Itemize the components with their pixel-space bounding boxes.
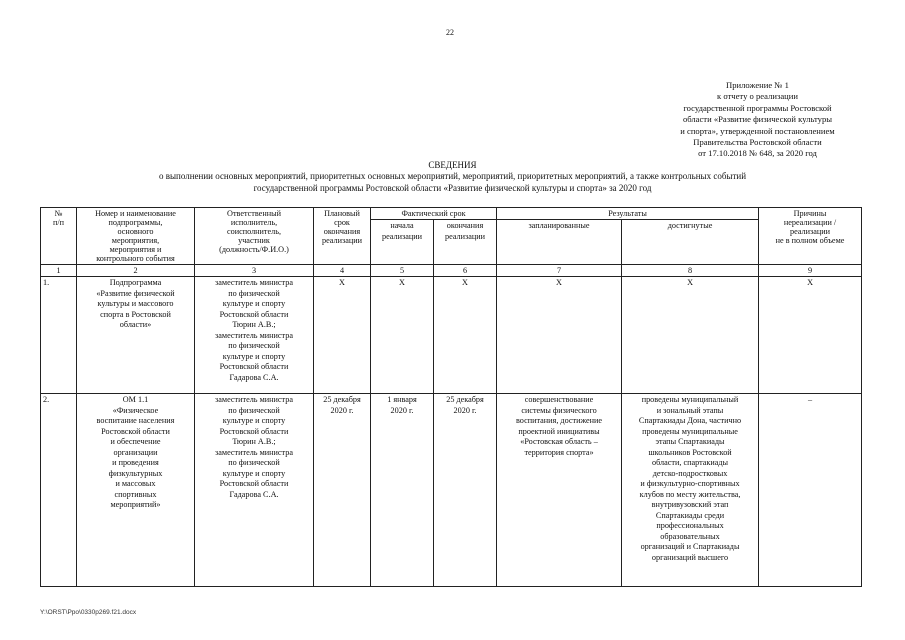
column-index: 3 [195,265,314,277]
cell-text-line: спорта в Ростовской [100,309,171,319]
appendix-line: Правительства Ростовской области [693,137,822,148]
cell-reasons [759,394,862,587]
cell-text-line: по физической [228,458,280,467]
header-responsible [195,208,314,265]
cell-results-planned [497,277,622,394]
header-text-line: реализации [445,231,486,241]
header-actual-start [371,220,434,265]
header-name [77,208,195,265]
cell-text-line: ОМ 1.1 [122,395,149,404]
cell-text-line: клубов по месту жительства, [639,489,741,499]
header-results-planned: запланированные [497,220,622,265]
cell-text-line: заместитель министра [215,447,293,457]
cell-text-line: детско-подростковых [652,468,728,478]
cell-responsible [195,394,314,587]
cell-text-line: X [687,278,693,287]
header-text-line: не в полном объеме [775,236,845,245]
cell-text-line: Тюрин А.В.; [232,437,276,446]
header-text-line: Номер и наименование [95,209,176,218]
header-text-line: срок [334,218,350,227]
appendix-line: от 17.10.2018 № 648, за 2020 год [698,148,817,159]
header-results-achieved: достигнутые [622,220,759,265]
header-text-line: соисполнитель, [226,227,282,236]
cell-text-line: Ростовской области [101,426,170,436]
cell-text-line: организаций высшего [651,552,729,562]
cell-text-line: и массовых [115,479,156,488]
cell-text-line: воспитания, достижение [515,416,603,425]
cell-text-line: области, спартакиады [651,458,729,467]
header-text-line: реализации [381,231,422,241]
page-number: 22 [446,28,454,37]
cell-text-line: «Ростовская область – [520,437,598,446]
cell-text-line: 25 декабря [446,395,484,404]
header-text-line: исполнитель, [230,218,278,227]
appendix-line: Приложение № 1 [726,80,789,90]
cell-text-line: X [462,278,468,287]
header-text-line: участник [238,236,270,245]
cell-text-line: – [807,395,813,404]
cell-text-line: проведены муниципальный [641,395,739,404]
cell-planned-term [314,394,371,587]
column-index: 2 [77,265,195,277]
title-line: государственной программы Ростовской области «Развитие физической культуры и спорта» за 2020 год [253,182,652,193]
title-line: о выполнении основных мероприятий, приоритетных основных мероприятий, мероприятий, приоритетных мероприятий, а также контрольных событий [158,171,747,182]
header-text-line: Плановый [324,209,360,218]
cell-text-line: внутривузовский этап [651,500,729,509]
header-reasons [759,208,862,265]
cell-actual-start [371,277,434,394]
cell-text-line: 2020 г. [330,405,354,415]
appendix-line: государственной программы Ростовской [683,102,832,113]
cell-text-line: области» [119,320,152,329]
header-actual-end [434,220,497,265]
cell-text-line: и физкультурно-спортивных [640,479,740,488]
cell-text-line: культуре и спорту [222,299,286,308]
header-text-line: контрольного события [96,254,175,263]
header-actual-term: Фактический срок [371,208,497,220]
column-index: 4 [314,265,371,277]
cell-text-line: мероприятий» [110,500,161,509]
header-text-line: мероприятия и [109,245,162,254]
cell-text-line: X [339,278,345,287]
header-text-line: реализации [321,236,362,245]
cell-text-line: физкультурных [108,468,163,478]
cell-text-line: территория спорта» [524,447,594,457]
cell-text-line: совершенствование [524,395,594,404]
cell-text-line: воспитание населения [96,416,175,425]
cell-text-line: проведены муниципальные [642,426,738,436]
cell-text-line: школьников Ростовской [648,447,732,457]
cell-text-line: Ростовской области [219,309,289,319]
appendix-line: и спорта», утвержденной постановлением [680,125,835,136]
appendix-line: области «Развитие физической культуры [682,114,833,125]
header-text-line: подпрограммы, [108,218,163,227]
cell-text-line: системы физического [521,405,597,415]
cell-text-line: по физической [228,288,280,298]
header-text-line: окончания [323,227,361,236]
appendix-line: к отчету о реализации [717,91,798,102]
cell-actual-start [371,394,434,587]
cell-text-line: проектной инициативы [518,426,600,436]
cell-text-line: Тюрин А.В.; [232,320,276,329]
cell-text-line: Спартакиады Дона, частично [638,416,742,425]
cell-num: 1. [41,277,77,394]
cell-text-line: Спартакиады среди [655,510,725,520]
table-row [41,394,862,587]
cell-text-line: Гадарова С.А. [229,372,279,382]
cell-text-line: культуре и спорту [222,416,286,425]
cell-actual-end [434,394,497,587]
header-text-line: реализации [790,227,831,236]
cell-text-line: Ростовской области [219,426,289,436]
cell-actual-end [434,277,497,394]
column-index: 5 [371,265,434,277]
column-index-row [41,265,862,277]
cell-text-line: организации [113,447,158,457]
cell-text-line: X [399,278,405,287]
cell-num: 2. [41,394,77,587]
cell-planned-term [314,277,371,394]
cell-results-achieved [622,394,759,587]
cell-text-line: 25 декабря [323,395,361,404]
cell-text-line: образовательных [660,531,720,541]
column-index: 9 [759,265,862,277]
cell-text-line: культуры и массового [97,299,174,308]
cell-text-line: организаций и Спартакиады [640,542,740,551]
cell-text-line: заместитель министра [215,395,293,404]
header-text-line: Ответственный [227,209,281,218]
title-heading: СВЕДЕНИЯ [428,160,477,170]
cell-text-line: культуре и спорту [222,468,286,478]
cell-name [77,394,195,587]
file-path-footer: Y:\ORST\Ppo\0330p269.f21.docx [40,609,137,616]
header-text-line: Причины [793,209,827,218]
cell-responsible [195,277,314,394]
header-num [41,208,77,265]
header-planned-term [314,208,371,265]
column-index: 7 [497,265,622,277]
header-results: Результаты [497,208,759,220]
appendix-note [650,80,865,160]
cell-reasons [759,277,862,394]
column-index: 8 [622,265,759,277]
cell-text-line: по физической [228,405,280,415]
cell-results-achieved [622,277,759,394]
header-text-line: мероприятия, [111,236,160,245]
cell-text-line: по физической [228,341,280,350]
header-text-line: № [54,209,63,218]
cell-text-line: Ростовской области [219,362,289,371]
cell-text-line: Ростовской области [219,479,289,488]
cell-text-line: 1 января [387,395,417,404]
cell-results-planned [497,394,622,587]
cell-text-line: культуре и спорту [222,351,286,361]
cell-text-line: и проведения [112,458,159,467]
header-text-line: нереализации / [783,218,837,227]
cell-text-line: и обеспечение [110,437,161,446]
header-text-line: п/п [52,218,65,227]
column-index: 1 [41,265,77,277]
cell-text-line: этапы Спартакиады [655,437,725,446]
cell-text-line: Подпрограмма [109,278,162,287]
cell-text-line: и зональный этапы [656,405,724,415]
header-text-line: окончания [446,221,484,230]
header-text-line: начала [390,221,414,230]
cell-text-line: X [807,278,813,287]
column-index: 6 [434,265,497,277]
header-text-line: основного [117,227,154,236]
cell-text-line: «Развитие физической [96,288,175,298]
header-text-line: (должность/Ф.И.О.) [219,245,289,254]
cell-text-line: спортивных [114,489,157,499]
cell-text-line: «Физическое [112,405,159,415]
report-table [40,207,862,587]
cell-text-line: заместитель министра [215,278,293,287]
document-title [0,160,905,194]
cell-text-line: 2020 г. [390,405,414,415]
table-row [41,277,862,394]
cell-text-line: профессиональных [656,521,724,530]
cell-text-line: 2020 г. [453,405,477,415]
cell-name [77,277,195,394]
cell-text-line: Гадарова С.А. [229,489,279,499]
cell-text-line: X [556,278,562,287]
cell-text-line: заместитель министра [215,330,293,340]
